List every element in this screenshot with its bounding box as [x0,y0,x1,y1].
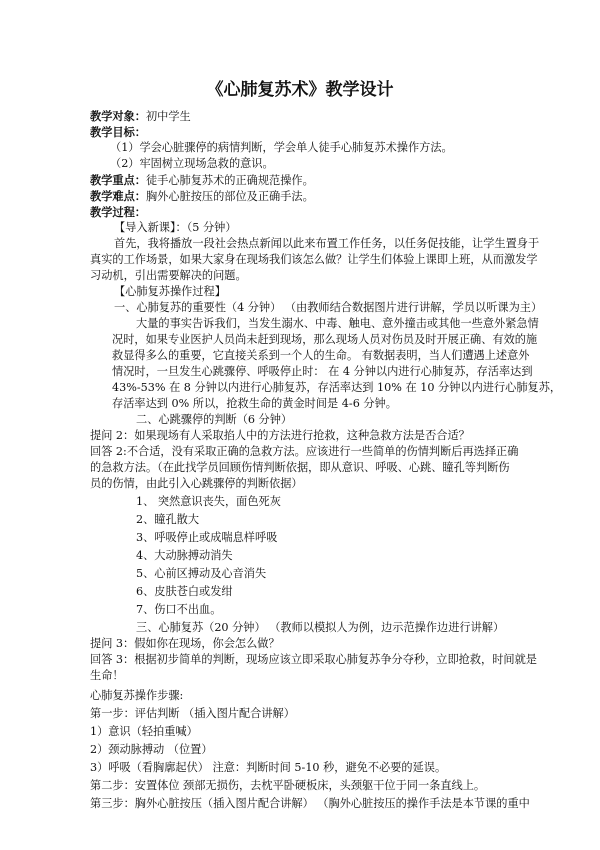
answer-3-line: 生命！ [90,669,124,682]
teaching-difficulty-value: 胸外心脏按压的部位及正确手法。 [145,190,314,203]
step-1-item: 3）呼吸（看胸廓起伏） 注意：判断时间 5-10 秒，避免不必要的延误。 [90,761,447,774]
section-1-line: 大量的事实告诉我们，当发生溺水、中毒、触电、意外撞击或其他一些意外紧急情 [136,317,539,330]
sign-item: 5、心前区搏动及心音消失 [136,567,267,580]
question-3: 提问 3：假如你在现场，你会怎么做？ [90,637,280,650]
sign-item: 4、大动脉搏动消失 [136,549,233,562]
sign-item: 6、皮肤苍白或发绀 [136,585,233,598]
ops-heading: 【心肺复苏操作过程】 [114,285,226,298]
section-1-line: 况时，如果专业医护人员尚未赶到现场，那么现场人员对伤员及时开展正确、有效的施 [112,333,538,346]
sign-item: 1、 突然意识丧失，面色死灰 [136,495,281,508]
intro-paragraph-line: 真实的工作场景，如果大家身在现场我们该怎么做？让学生们体验上课即上班，从而激发学 [90,253,538,266]
intro-heading: 【导入新课】：（5 分钟） [114,221,237,234]
intro-paragraph-line: 习动机，引出需要解决的问题。 [90,269,247,282]
answer-2-line: 的急救方法。（在此找学员回顾伤情判断依据，即从意识、呼吸、心跳、瞳孔等判断伤 [90,461,510,474]
intro-paragraph-line: 首先，我将播放一段社会热点新闻以此来布置工作任务，以任务促技能，让学生置身于 [114,237,540,250]
step-3: 第三步：胸外心脏按压（插入图片配合讲解） （胸外心脏按压的操作手法是本节课的重中 [90,797,530,810]
section-1-heading: 一、心肺复苏的重要性（4 分钟） （由教师结合数据图片进行讲解，学员以听课为主） [114,301,543,314]
teaching-target [90,108,191,125]
section-1-line: 43%-53% 在 8 分钟以内进行心肺复苏，存活率达到 10% 在 10 分钟以内进行心肺复苏， [112,381,562,394]
teaching-difficulty-label: 教学难点： [90,189,146,203]
page-title: 《心肺复苏术》教学设计 [206,80,394,100]
teaching-key-value: 徒手心肺复苏术的正确规范操作。 [145,174,314,187]
teaching-goal-2: （2）牢固树立现场急救的意识。 [110,157,274,170]
section-1-line: 救显得多么的重要，它直接关系到一个人的生命。 有数据表明，当人们遭遇上述意外 [112,349,530,362]
step-2: 第二步：安置体位 颈部无损伤，去枕平卧硬板床，头颈躯干位于同一条直线上。 [90,779,486,792]
teaching-key-label: 教学重点： [90,173,146,187]
step-1: 第一步：评估判断 （插入图片配合讲解） [90,707,295,720]
question-2: 提问 2：如果现场有人采取掐人中的方法进行抢救，这种急救方法是否合适？ [90,429,470,442]
answer-2-line: 员的伤情，由此引入心跳骤停的判断依据） [90,477,303,490]
teaching-goals-label: 教学目标： [90,125,146,139]
section-2-heading: 二、心跳骤停的判断（6 分钟） [136,413,293,426]
answer-2-line: 回答 2:不合适，没有采取正确的急救方法。应该进行一些简单的伤情判断后再选择正确 [90,445,519,458]
section-1-line: 情况时，一旦发生心跳骤停、呼吸停止时： 在 4 分钟以内进行心肺复苏，存活率达到 [112,365,533,378]
step-1-item: 2）颈动脉搏动 （位置） [90,743,213,756]
step-1-item: 1）意识（轻拍重喊） [90,725,198,738]
teaching-key-point [90,172,314,189]
sign-item: 2、瞳孔散大 [136,513,200,526]
steps-title: 心肺复苏操作步骤: [90,689,184,702]
answer-3-line: 回答 3：根据初步简单的判断，现场应该立即采取心肺复苏争分夺秒，立即抢救，时间就是 [90,653,537,666]
section-1-line: 存活率达到 0% 所以，抢救生命的黄金时间是 4-6 分钟。 [112,397,397,410]
sign-item: 7、伤口不出血。 [136,603,222,616]
teaching-goal-1: （1）学会心脏骤停的病情判断，学会单人徒手心肺复苏术操作方法。 [110,141,453,154]
teaching-process-label: 教学过程： [90,205,146,219]
sign-item: 3、呼吸停止或成喘息样呼吸 [136,531,278,544]
section-3-heading: 三、心肺复苏（20 分钟） （教师以模拟人为例，边示范操作边进行讲解） [136,621,505,634]
teaching-target-label: 教学对象： [90,109,146,123]
teaching-difficulty [90,188,314,205]
teaching-target-value: 初中学生 [145,110,191,123]
